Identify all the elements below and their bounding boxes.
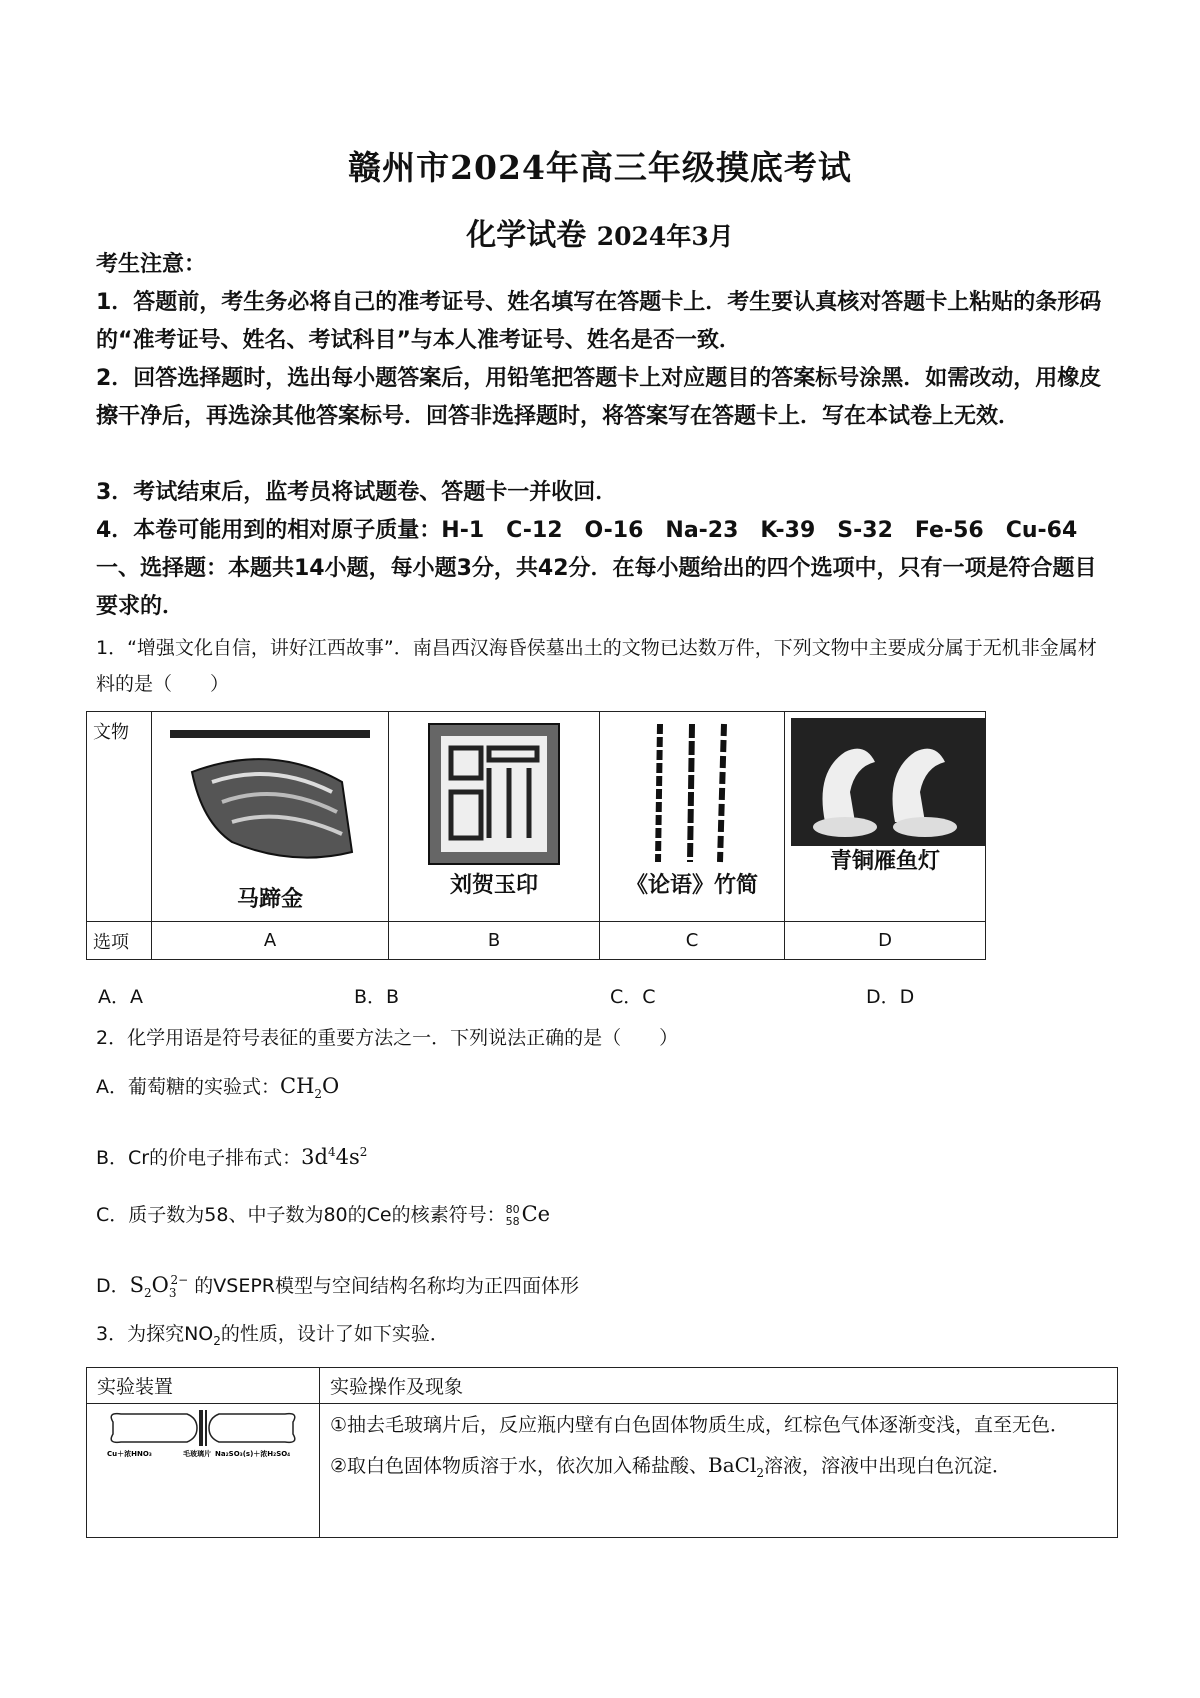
q2-option-d: D．$S_2O_3^{2-}$ 的VSEPR模型与空间结构名称均为正四面体形: [96, 1273, 580, 1301]
option-letter-d: D: [785, 922, 986, 960]
q1-option-c: C．C: [610, 986, 656, 1008]
q1-artifact-table: [86, 711, 986, 960]
artifact-caption-c: 《论语》竹简: [625, 873, 758, 898]
artifact-a: [152, 712, 389, 922]
notice-item-1: 1．答题前，考生务必将自己的准考证号、姓名填写在答题卡上．考生要认真核对答题卡上粘贴的条形码的“准考证号、姓名、考试科目”与本人准考证号、姓名是否一致．: [96, 290, 1102, 353]
horse-hoof-gold-image: [152, 712, 388, 872]
q2-option-c: C．质子数为58、中子数为80的Ce的核素符号：80 58Ce: [96, 1202, 551, 1228]
header-apparatus: 实验装置: [87, 1368, 320, 1404]
jade-seal-image: [389, 712, 599, 872]
q1-option-d: D．D: [866, 986, 915, 1008]
notice-item-4: 4．本卷可能用到的相对原子质量：H-1 C-12 O-16 Na-23 K-39 S-32 Fe-56 Cu-64: [96, 518, 1078, 543]
artifact-d: [785, 712, 986, 922]
q2-stem: 2．化学用语是符号表征的重要方法之一．下列说法正确的是（ ）: [96, 1027, 679, 1049]
operation-cell: [320, 1404, 1118, 1538]
q2-option-b: B．Cr的价电子排布式：$3d^44s^2$: [96, 1145, 368, 1169]
notice-item-2: 2．回答选择题时，选出每小题答案后，用铅笔把答题卡上对应题目的答案标号涂黑．如需改动，用橡皮擦干净后，再选涂其他答案标号．回答非选择题时，将答案写在答题卡上．写在本试卷上无效．: [96, 366, 1102, 429]
q3-stem: 3．为探究$NO_2$的性质，设计了如下实验．: [96, 1323, 449, 1348]
q2-option-a: A．葡萄糖的实验式：$CH_2O$: [96, 1074, 340, 1102]
artifact-caption-d: 青铜雁鱼灯: [829, 849, 940, 874]
artifact-c: [600, 712, 785, 922]
reaction-bottles-diagram: [97, 1408, 309, 1458]
apparatus-cell: [87, 1404, 320, 1538]
option-letter-c: C: [600, 922, 785, 960]
exam-title: 赣州市2024年高三年级摸底考试: [348, 148, 852, 187]
artifact-caption-a: 马蹄金: [236, 887, 303, 912]
exam-date: 2024年3月: [596, 222, 734, 251]
artifact-caption-b: 刘贺玉印: [449, 873, 538, 898]
section-heading: 一、选择题：本题共14小题，每小题3分，共42分．在每小题给出的四个选项中，只有一项是符合题目要求的．: [96, 556, 1097, 619]
apparatus-label-right: Na₂SO₃(s)＋浓H₂SO₄: [215, 1450, 291, 1458]
option-letter-b: B: [389, 922, 600, 960]
option-letter-a: A: [152, 922, 389, 960]
header-operation: 实验操作及现象: [320, 1368, 1118, 1404]
notice-item-3: 3．考试结束后，监考员将试题卷、答题卡一并收回．: [96, 480, 618, 505]
row-label-option: 选项: [87, 922, 152, 960]
q3-experiment-table: [86, 1367, 1118, 1538]
row-label-artifact: 文物: [87, 712, 152, 922]
bamboo-slips-image: [600, 712, 784, 872]
operation-step-1: ①抽去毛玻璃片后，反应瓶内壁有白色固体物质生成，红棕色气体逐渐变浅，直至无色．: [330, 1414, 1070, 1436]
q1-option-b: B．B: [354, 986, 400, 1008]
apparatus-label-left: Cu＋浓HNO₃: [107, 1450, 152, 1458]
q1-stem: 1．“增强文化自信，讲好江西故事”．南昌西汉海昏侯墓出土的文物已达数万件，下列文物中主要成分属于无机非金属材料的是（ ）: [96, 637, 1097, 695]
apparatus-label-mid: 毛玻璃片: [183, 1450, 211, 1458]
isotope-numbers: 80 58: [505, 1202, 520, 1228]
notice-heading: 考生注意：: [96, 252, 207, 277]
q1-option-a: A．A: [98, 986, 143, 1008]
subject-name: 化学试卷: [466, 218, 587, 253]
operation-step-2: ②取白色固体物质溶于水，依次加入稀盐酸、BaCl$_2$溶液，溶液中出现白色沉淀．: [330, 1453, 1012, 1480]
artifact-b: [389, 712, 600, 922]
